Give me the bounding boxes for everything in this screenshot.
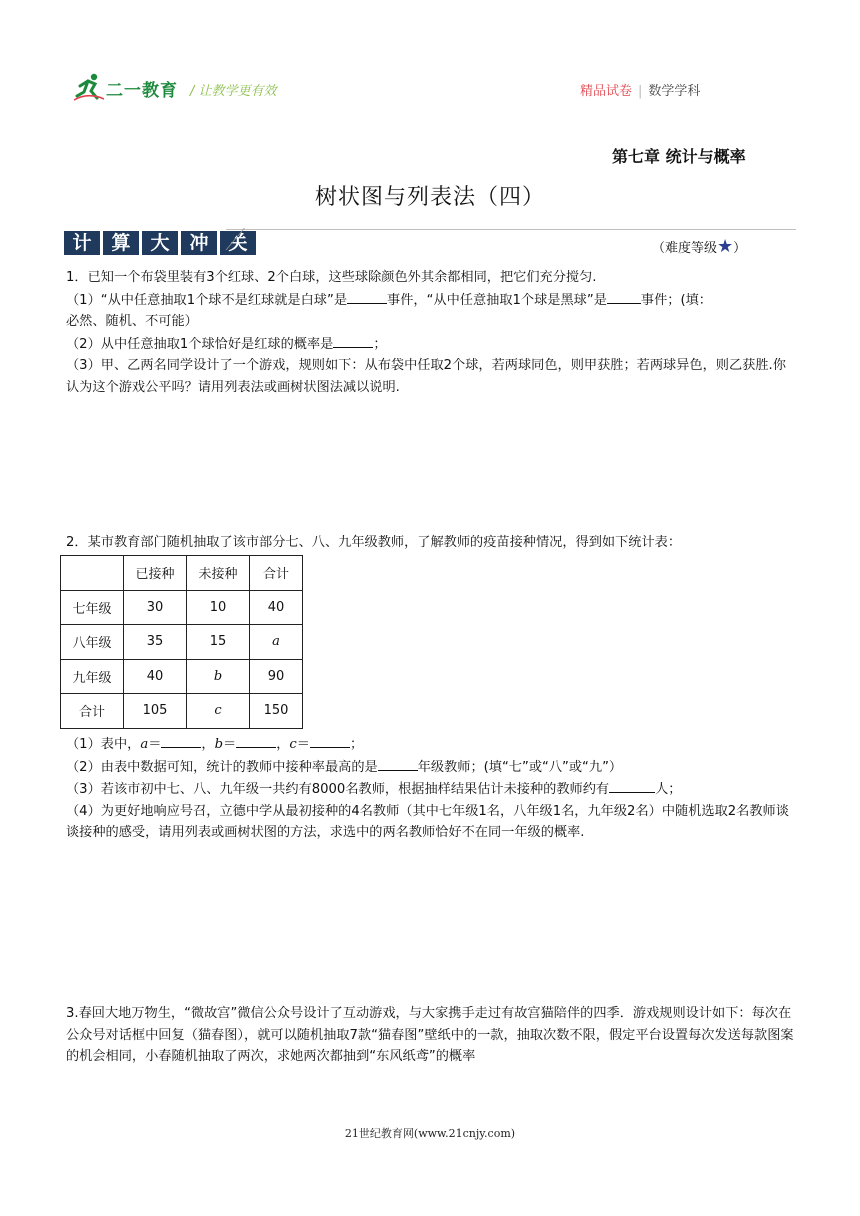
banner-char: 算 (103, 231, 139, 255)
logo-text: 二一教育 (106, 81, 178, 101)
q2-part-3-text: （3）若该市初中七、八、九年级一共约有8000名教师，根据抽样结果估计未接种的教师约有 (66, 782, 610, 797)
answer-blank[interactable] (333, 333, 373, 348)
table-cell: 合计 (61, 694, 124, 729)
table-cell: 35 (124, 625, 187, 660)
table-cell: 40 (124, 659, 187, 694)
table-row (61, 590, 303, 625)
question-1 (66, 267, 796, 398)
q1-part-1-options: 必然、随机、不可能） (66, 314, 198, 329)
chapter-title: 第七章 统计与概率 (612, 147, 746, 166)
banner-char: 关 (220, 231, 256, 255)
answer-blank[interactable] (609, 778, 655, 793)
table-cell: 150 (250, 694, 303, 729)
table-cell (61, 556, 124, 591)
question-2-parts (66, 733, 796, 844)
q1-part-1 (66, 289, 796, 312)
equals-sign: ＝ (296, 737, 310, 752)
answer-blank[interactable] (310, 733, 350, 748)
q2-part-3-text: 人； (655, 782, 682, 797)
q1-part-2-text: ； (373, 336, 387, 352)
q1-part-1-text: 事件，“从中任意抽取1个球是黑球”是 (387, 292, 607, 308)
table-cell-variable: b (187, 659, 250, 694)
q1-part-3: （3）甲、乙两名同学设计了一个游戏，规则如下：从布袋中任取2个球，若两球同色，则甲获胜；若两球异色，则乙获胜.你认为这个游戏公平吗？请用列表法或画树状图法减以说明. (66, 358, 786, 395)
table-row (61, 694, 303, 729)
variable-a: a (140, 737, 149, 752)
q2-part-4: （4）为更好地响应号召，立德中学从最初接种的4名教师（其中七年级1名，八年级1名，九年级2名）中随机选取2名教师谈谈接种的感受，请用列表或画树状图的方法，求选中的两名教师恰好不在同一年级的概率. (66, 803, 789, 840)
answer-blank[interactable] (607, 289, 641, 304)
q1-part-2 (66, 333, 796, 356)
header-right-label: 精品试卷 (580, 84, 633, 99)
footer-source: 21世纪教育网(www.21cnjy.com) (344, 1127, 516, 1140)
q1-stem: 1．已知一个布袋里装有3个红球、2个白球，这些球除颜色外其余都相同，把它们充分搅匀. (66, 270, 597, 285)
answer-blank[interactable] (236, 733, 276, 748)
star-icon: ★ (717, 236, 734, 257)
equals-sign: ＝ (148, 737, 162, 752)
logo-slogan: / 让教学更有效 (190, 84, 277, 99)
table-header-cell: 已接种 (124, 556, 187, 591)
table-cell: 90 (250, 659, 303, 694)
table-cell: 10 (187, 590, 250, 625)
banner-char: 冲 (181, 231, 217, 255)
q1-part-2-text: （2）从中任意抽取1个球恰好是红球的概率是 (66, 336, 334, 352)
table-cell: 105 (124, 694, 187, 729)
header-separator: | (638, 84, 643, 99)
q2-stem: 2．某市教育部门随机抽取了该市部分七、八、九年级教师，了解教师的疫苗接种情况，得到如下统计表： (66, 535, 682, 550)
table-row (61, 625, 303, 660)
equals-sign: ＝ (223, 737, 237, 752)
variable-c: c (289, 737, 297, 752)
q2-part-2 (66, 756, 796, 779)
q2-part-2-text: （2）由表中数据可知，统计的教师中接种率最高的是 (66, 759, 378, 775)
difficulty-suffix: ） (733, 241, 747, 256)
q1-part-1-text: （1）“从中任意抽取1个球不是红球就是白球”是 (66, 292, 348, 308)
table-cell: 九年级 (61, 659, 124, 694)
page-title: 树状图与列表法（四） (314, 185, 545, 210)
table-cell: 40 (250, 590, 303, 625)
table-cell: 八年级 (61, 625, 124, 660)
table-header-cell: 未接种 (187, 556, 250, 591)
table-header-row (61, 556, 303, 591)
banner-char: 计 (64, 231, 100, 255)
q2-part-3 (66, 778, 796, 801)
comma: ， (276, 737, 290, 752)
table-cell-variable: c (187, 694, 250, 729)
header-subject: 数学学科 (648, 84, 701, 99)
answer-blank[interactable] (378, 756, 418, 771)
q2-part-1 (66, 733, 796, 756)
table-cell: 七年级 (61, 590, 124, 625)
q2-part-2-text: 年级教师；(填“七”或“八”或“九”） (417, 759, 623, 775)
question-3: 3.春回大地万物生，“微故宫”微信公众号设计了互动游戏，与大家携手走过有故宫猫陪伴的四季．游戏规则设计如下：每次在公众号对话框中回复（猫春图），就可以随机抽取7款“猫春图”壁纸中的一款，抽取次数不限，假定平台设置每次发送每款图案的机会相同，小春随机抽取了两次，求她两次都抽到“东风纸鸢”的概率 (66, 1006, 794, 1064)
difficulty-prefix: （难度等级 (652, 241, 718, 256)
banner-char: 大 (142, 231, 178, 255)
runner-logo-icon (74, 72, 104, 102)
difficulty-level (652, 236, 746, 257)
table-cell: 15 (187, 625, 250, 660)
q2-part-1-text: （1）表中， (66, 737, 141, 752)
q1-part-1-text: 事件；(填： (640, 292, 712, 308)
table-cell: 30 (124, 590, 187, 625)
table-header-cell: 合计 (250, 556, 303, 591)
banner-rule (226, 229, 796, 230)
vaccination-table (60, 555, 303, 729)
semicolon: ； (349, 737, 364, 752)
answer-blank[interactable] (347, 289, 387, 304)
variable-b: b (214, 737, 224, 752)
table-row (61, 659, 303, 694)
table-cell-variable: a (250, 625, 303, 660)
answer-blank[interactable] (161, 733, 201, 748)
comma: ， (201, 737, 215, 752)
header-right (580, 80, 700, 99)
